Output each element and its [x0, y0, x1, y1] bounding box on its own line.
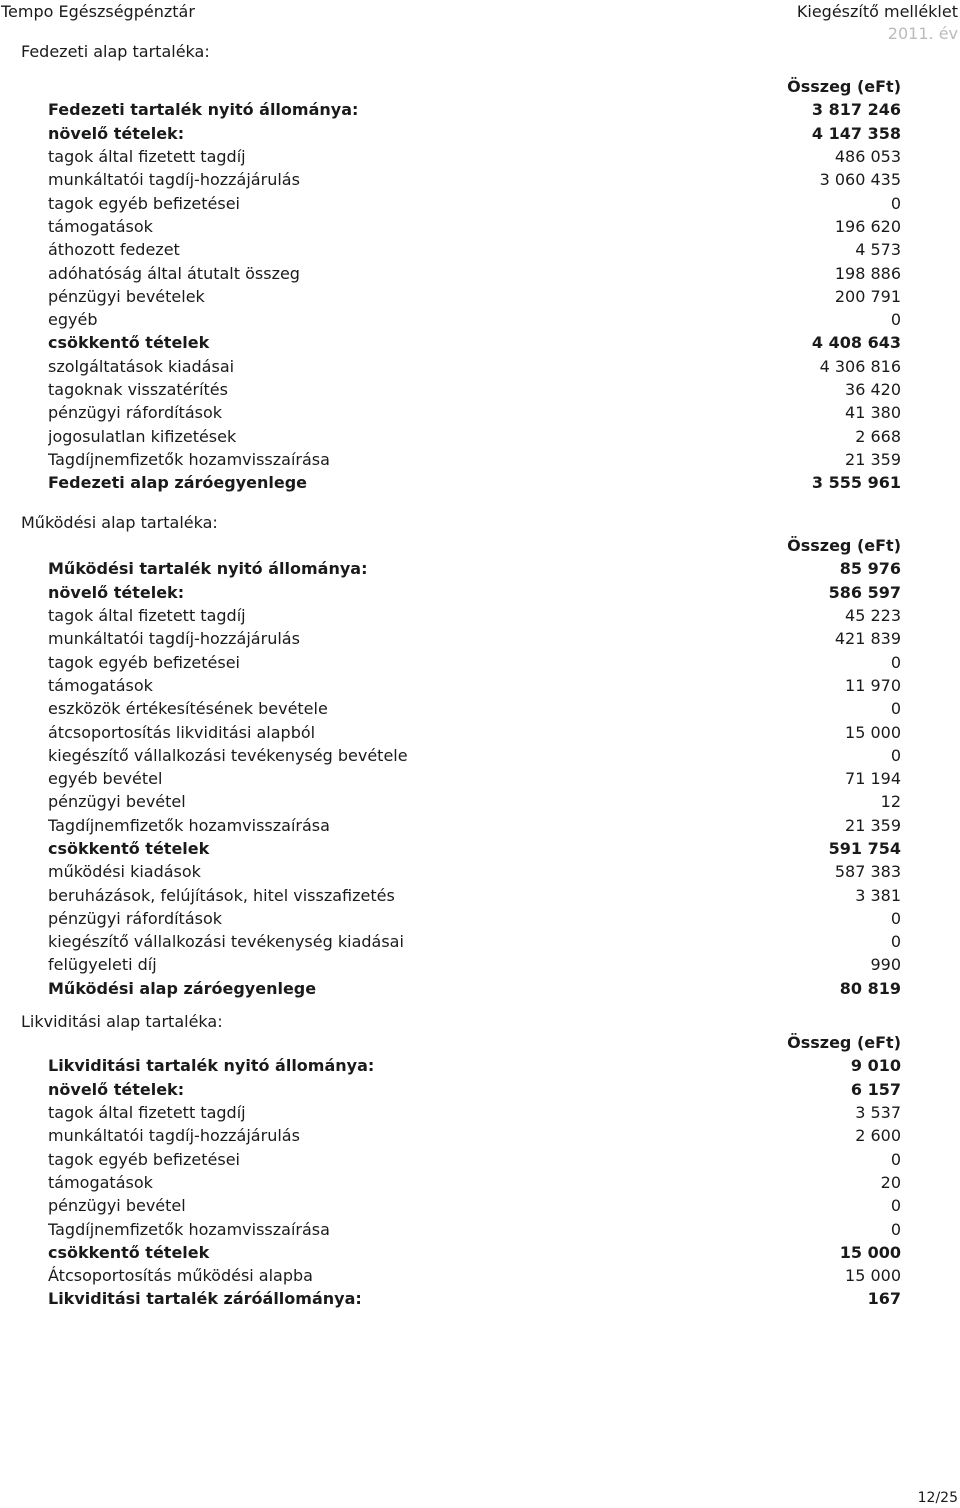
table-row — [48, 790, 901, 813]
row-value: 85 976 — [839, 559, 901, 579]
row-value: 0 — [890, 908, 901, 928]
table-row — [48, 814, 901, 837]
row-label: működési kiadások — [48, 862, 201, 882]
row-label: Fedezeti tartalék nyitó állománya: — [48, 100, 359, 120]
row-value: 0 — [890, 745, 901, 765]
table-row — [48, 1287, 901, 1310]
row-label: tagok által fizetett tagdíj — [48, 147, 246, 167]
row-value: 2 668 — [855, 426, 901, 446]
row-value: 0 — [890, 1219, 901, 1239]
section-title-likviditasi: Likviditási alap tartaléka: — [21, 1012, 223, 1031]
table-row — [48, 168, 901, 191]
table-row — [48, 674, 901, 697]
row-value: 41 380 — [845, 403, 901, 423]
row-value: 421 839 — [834, 629, 901, 649]
row-label: tagok egyéb befizetései — [48, 652, 240, 672]
row-label: növelő tételek: — [48, 582, 185, 602]
row-label: támogatások — [48, 216, 153, 236]
row-label: Likviditási tartalék záróállománya: — [48, 1289, 362, 1309]
table-row — [48, 1264, 901, 1287]
row-label: pénzügyi bevétel — [48, 1196, 186, 1216]
row-label: pénzügyi ráfordítások — [48, 403, 223, 423]
column-header-amount: Összeg (eFt) — [787, 1033, 901, 1052]
table-row — [48, 837, 901, 860]
row-value: 3 537 — [855, 1103, 901, 1123]
table-row — [48, 191, 901, 214]
table-row — [48, 1124, 901, 1147]
row-label: tagok egyéb befizetései — [48, 1149, 240, 1169]
table-row — [48, 883, 901, 906]
row-label: pénzügyi bevételek — [48, 286, 205, 306]
row-value: 9 010 — [850, 1056, 901, 1076]
row-value: 15 000 — [845, 722, 901, 742]
table-row — [48, 953, 901, 976]
table-row — [48, 860, 901, 883]
row-label: támogatások — [48, 1172, 153, 1192]
row-value: 196 620 — [834, 216, 901, 236]
row-label: tagok egyéb befizetései — [48, 193, 240, 213]
row-value: 587 383 — [834, 862, 901, 882]
row-label: felügyeleti díj — [48, 955, 157, 975]
row-label: növelő tételek: — [48, 1079, 185, 1099]
table-likviditasi — [48, 1031, 901, 1311]
table-row — [48, 1078, 901, 1101]
row-label: munkáltatói tagdíj-hozzájárulás — [48, 170, 300, 190]
table-row — [48, 1241, 901, 1264]
row-value: 21 359 — [845, 815, 901, 835]
table-row — [48, 930, 901, 953]
table-row — [48, 767, 901, 790]
row-value: 80 819 — [839, 978, 901, 998]
row-value: 0 — [890, 1149, 901, 1169]
row-value: 45 223 — [845, 606, 901, 626]
row-value: 0 — [890, 652, 901, 672]
row-value: 3 381 — [855, 885, 901, 905]
row-label: Átcsoportosítás működési alapba — [48, 1266, 313, 1286]
row-value: 586 597 — [828, 582, 901, 602]
section-title-fedezeti: Fedezeti alap tartaléka: — [21, 42, 210, 61]
row-label: növelő tételek: — [48, 123, 185, 143]
row-label: Fedezeti alap záróegyenlege — [48, 473, 308, 493]
table-mukodesi — [48, 534, 901, 1000]
row-value: 0 — [890, 932, 901, 952]
row-value: 12 — [880, 792, 901, 812]
row-value: 4 306 816 — [819, 356, 901, 376]
row-label: csökkentő tételek — [48, 1242, 210, 1262]
row-label: Tagdíjnemfizetők hozamvisszaírása — [48, 1219, 330, 1239]
column-header-amount: Összeg (eFt) — [787, 536, 901, 555]
row-label: Működési tartalék nyitó állománya: — [48, 559, 368, 579]
table-row — [48, 401, 901, 424]
document-title: Kiegészítő melléklet — [796, 2, 958, 21]
row-label: tagok által fizetett tagdíj — [48, 1103, 246, 1123]
row-value: 3 060 435 — [819, 170, 901, 190]
table-fedezeti — [48, 75, 901, 494]
row-value: 36 420 — [845, 380, 901, 399]
table-row — [48, 308, 901, 331]
row-value: 71 194 — [845, 769, 901, 789]
row-label: áthozott fedezet — [48, 240, 180, 260]
table-row — [48, 604, 901, 627]
row-value: 4 408 643 — [811, 333, 901, 353]
row-value: 990 — [870, 955, 901, 975]
table-row — [48, 1217, 901, 1240]
row-value: 198 886 — [834, 263, 901, 283]
table-row — [48, 145, 901, 168]
table-row — [48, 238, 901, 261]
row-value: 0 — [890, 1196, 901, 1216]
organization-name: Tempo Egészségpénztár — [1, 2, 195, 21]
page-header — [0, 0, 960, 46]
document-year: 2011. év — [887, 24, 958, 43]
row-label: kiegészítő vállalkozási tevékenység kiadásai — [48, 932, 404, 952]
table-row — [48, 1101, 901, 1124]
row-label: Likviditási tartalék nyitó állománya: — [48, 1056, 375, 1076]
table-row — [48, 650, 901, 673]
row-label: pénzügyi bevétel — [48, 792, 186, 812]
table-row — [48, 448, 901, 471]
row-value: 6 157 — [850, 1079, 901, 1099]
page-number: 12/25 — [917, 1490, 958, 1506]
table-row — [48, 744, 901, 767]
row-label: Tagdíjnemfizetők hozamvisszaírása — [48, 449, 330, 469]
row-label: munkáltatói tagdíj-hozzájárulás — [48, 629, 300, 649]
row-label: pénzügyi ráfordítások — [48, 908, 223, 928]
table-row — [48, 261, 901, 284]
row-value: 21 359 — [845, 449, 901, 469]
row-value: 15 000 — [839, 1242, 901, 1262]
row-value: 486 053 — [834, 147, 901, 167]
table-row — [48, 720, 901, 743]
row-label: egyéb — [48, 310, 98, 330]
row-value: 15 000 — [845, 1266, 901, 1286]
row-value: 20 — [880, 1172, 901, 1192]
table-row — [48, 627, 901, 650]
row-value: 3 817 246 — [811, 100, 901, 120]
row-value: 0 — [890, 699, 901, 719]
row-value: 11 970 — [845, 675, 901, 695]
table-row — [48, 697, 901, 720]
table-row — [48, 122, 901, 145]
table-row — [48, 1171, 901, 1194]
row-label: beruházások, felújítások, hitel visszafizetés — [48, 885, 395, 905]
row-value: 0 — [890, 193, 901, 213]
row-value: 167 — [867, 1289, 901, 1309]
table-row — [48, 471, 901, 494]
table-row — [48, 378, 901, 401]
row-label: egyéb bevétel — [48, 769, 163, 789]
row-value: 591 754 — [828, 839, 901, 858]
row-label: csökkentő tételek — [48, 333, 210, 353]
row-label: kiegészítő vállalkozási tevékenység bevétele — [48, 745, 408, 765]
row-label: tagoknak visszatérítés — [48, 380, 228, 399]
table-row — [48, 98, 901, 121]
table-row — [48, 355, 901, 378]
row-value: 4 147 358 — [811, 123, 901, 143]
row-label: támogatások — [48, 675, 153, 695]
table-row — [48, 557, 901, 580]
column-header-amount: Összeg (eFt) — [787, 77, 901, 96]
section-title-mukodesi: Működési alap tartaléka: — [21, 513, 218, 532]
row-label: adóhatóság által átutalt összeg — [48, 263, 300, 283]
row-label: eszközök értékesítésének bevétele — [48, 699, 328, 719]
row-label: tagok által fizetett tagdíj — [48, 606, 246, 626]
row-label: csökkentő tételek — [48, 839, 210, 858]
row-label: jogosulatlan kifizetések — [48, 426, 237, 446]
table-row — [48, 1054, 901, 1077]
table-row — [48, 424, 901, 447]
table-row — [48, 331, 901, 354]
row-value: 0 — [890, 310, 901, 330]
table-row — [48, 215, 901, 238]
table-row — [48, 1147, 901, 1170]
table-row — [48, 1194, 901, 1217]
table-row — [48, 581, 901, 604]
row-value: 4 573 — [855, 240, 901, 260]
row-label: Tagdíjnemfizetők hozamvisszaírása — [48, 815, 330, 835]
table-row — [48, 285, 901, 308]
table-row — [48, 907, 901, 930]
row-value: 200 791 — [834, 286, 901, 306]
row-label: szolgáltatások kiadásai — [48, 356, 235, 376]
table-row — [48, 977, 901, 1000]
row-label: munkáltatói tagdíj-hozzájárulás — [48, 1126, 300, 1146]
row-value: 3 555 961 — [811, 473, 901, 493]
row-label: átcsoportosítás likviditási alapból — [48, 722, 316, 742]
row-value: 2 600 — [855, 1126, 901, 1146]
row-label: Működési alap záróegyenlege — [48, 978, 317, 998]
